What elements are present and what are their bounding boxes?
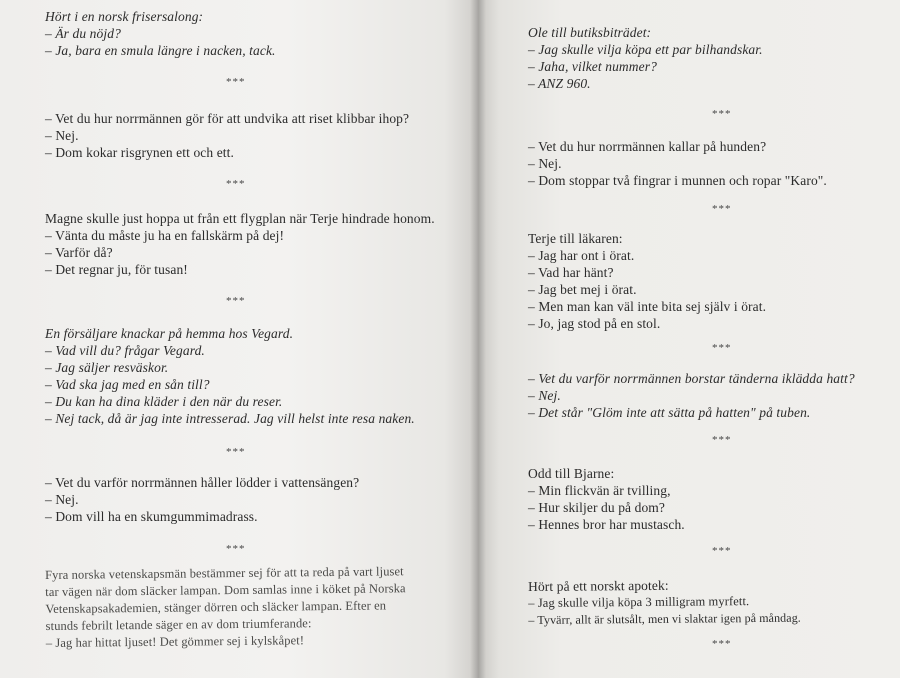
text-line: – Nej. [528, 156, 562, 171]
text-line: – Du kan ha dina kläder i den när du reser. [45, 394, 283, 409]
text-line: – Nej tack, då är jag inte intresserad. Jag vill helst inte resa naken. [45, 411, 415, 426]
separator: *** [226, 178, 246, 190]
text-line: – Är du nöjd? [45, 26, 121, 41]
text-line: – Vad vill du? frågar Vegard. [45, 343, 205, 358]
joke-block [45, 474, 359, 525]
separator: *** [712, 108, 732, 120]
text-line: Terje till läkaren: [528, 231, 623, 246]
text-line: – Jag har ont i örat. [528, 248, 635, 263]
text-line: – Dom kokar risgrynen ett och ett. [45, 145, 234, 160]
text-line: – Vänta du måste ju ha en fallskärm på dej! [45, 228, 285, 243]
joke-block [45, 210, 435, 278]
text-line: – Tyvärr, allt är slutsålt, men vi slaktar igen på måndag. [528, 610, 801, 627]
joke-block [528, 576, 801, 629]
text-line: – Nej. [45, 492, 79, 507]
book-gutter [470, 0, 486, 678]
text-line: – Nej. [528, 388, 561, 403]
text-line: – ANZ 960. [528, 76, 591, 91]
text-line: Odd till Bjarne: [528, 466, 615, 481]
text-line: – Det regnar ju, för tusan! [45, 262, 188, 277]
separator: *** [712, 638, 732, 650]
text-line: Fyra norska vetenskapsmän bestämmer sej för att ta reda på vart ljuset [45, 564, 404, 582]
joke-block [45, 8, 276, 59]
text-line: – Varför då? [45, 245, 113, 260]
text-line: – Hur skiljer du på dom? [528, 500, 665, 515]
text-line: stunds febrilt letande säger en av dom triumferande: [45, 616, 312, 633]
text-line: – Vad har hänt? [528, 265, 614, 280]
joke-block [528, 370, 855, 421]
text-line: En försäljare knackar på hemma hos Vegard. [45, 326, 294, 341]
text-line: – Dom vill ha en skumgummimadrass. [45, 509, 258, 524]
text-line: – Nej. [45, 128, 79, 143]
text-line: tar vägen när dom släcker lampan. Dom samlas inne i köket på Norska [45, 581, 406, 599]
text-line: – Det står "Glöm inte att sätta på hatten" på tuben. [528, 405, 811, 420]
text-line: – Vet du varför norrmännen håller lödder i vattensängen? [45, 475, 360, 490]
joke-block [528, 465, 685, 533]
text-line: – Vet du varför norrmännen borstar tänderna iklädda hatt? [528, 371, 855, 386]
joke-block [45, 110, 409, 161]
text-line: – Jag säljer resväskor. [45, 360, 169, 375]
joke-block [528, 138, 827, 189]
separator: *** [226, 76, 246, 88]
separator: *** [712, 342, 732, 354]
text-line: – Jag skulle vilja köpa 3 milligram myrfett. [528, 594, 750, 610]
text-line: – Vet du hur norrmännen gör för att undvika att riset klibbar ihop? [45, 111, 410, 126]
joke-block [528, 230, 766, 332]
text-line: – Jaha, vilket nummer? [528, 59, 657, 74]
separator: *** [712, 203, 732, 215]
text-line: – Jag har hittat ljuset! Det gömmer sej i kylskåpet! [45, 633, 305, 650]
separator: *** [712, 434, 732, 446]
text-line: Ole till butiksbiträdet: [528, 25, 652, 40]
right-page [478, 0, 900, 678]
text-line: – Men man kan väl inte bita sej själv i örat. [528, 299, 767, 314]
separator: *** [226, 446, 246, 458]
text-line: Magne skulle just hoppa ut från ett flygplan när Terje hindrade honom. [45, 211, 435, 226]
text-line: – Dom stoppar två fingrar i munnen och ropar "Karo". [528, 173, 827, 188]
text-line: Vetenskapsakademien, stänger dörren och släcker lampan. Efter en [45, 598, 387, 616]
joke-block [45, 563, 406, 652]
text-line: – Jo, jag stod på en stol. [528, 316, 661, 331]
text-line: Hört i en norsk frisersalong: [45, 9, 204, 24]
joke-block [528, 24, 763, 92]
text-line: – Jag skulle vilja köpa ett par bilhandskar. [528, 42, 763, 57]
text-line: Hört på ett norskt apotek: [528, 577, 669, 594]
text-line: – Jag bet mej i örat. [528, 282, 637, 297]
separator: *** [712, 545, 732, 557]
joke-block [45, 325, 415, 427]
separator: *** [226, 543, 246, 555]
text-line: – Vad ska jag med en sån till? [45, 377, 210, 392]
text-line: – Ja, bara en smula längre i nacken, tack. [45, 43, 276, 58]
text-line: – Hennes bror har mustasch. [528, 517, 685, 532]
separator: *** [226, 295, 246, 307]
text-line: – Vet du hur norrmännen kallar på hunden? [528, 139, 767, 154]
text-line: – Min flickvän är tvilling, [528, 483, 671, 498]
